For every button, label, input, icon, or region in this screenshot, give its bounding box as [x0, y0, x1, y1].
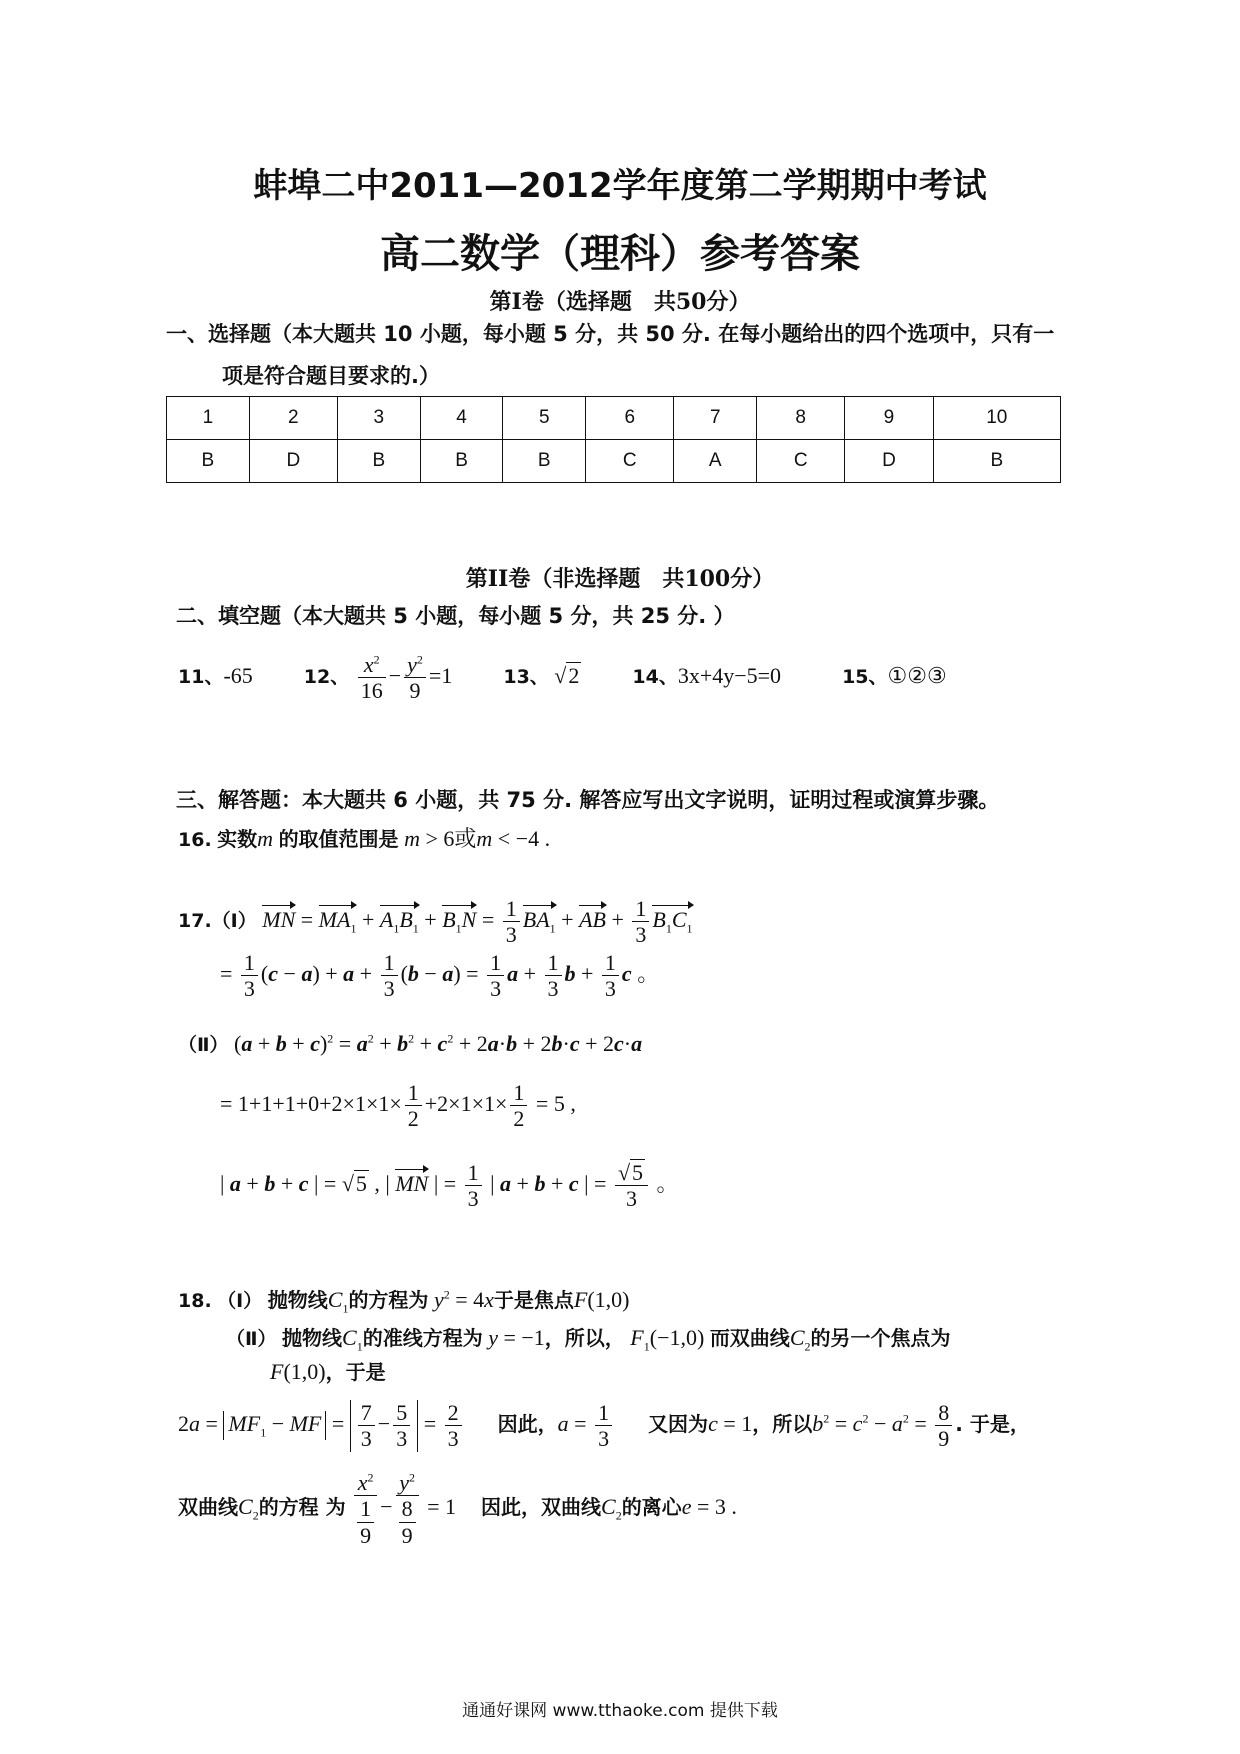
- question-number-cell: 1: [167, 397, 250, 440]
- answer-cell: C: [586, 440, 674, 483]
- q18-text: 抛物线: [282, 1326, 343, 1350]
- q11-label: 11、: [178, 665, 224, 688]
- q18-text: ，所以，: [544, 1326, 625, 1350]
- question-number-cell: 8: [757, 397, 845, 440]
- q13-answer: √2: [554, 662, 580, 688]
- part2-heading: 第II卷（非选择题 共100分）: [465, 566, 775, 592]
- fill-in-answers: [178, 652, 947, 704]
- q18-text: 的方程为: [348, 1288, 429, 1312]
- q18-text: 因此，双曲线: [481, 1495, 601, 1519]
- q17-line1: 17.（Ⅰ） MN = $MA_1 + A_1B_1 + B_1N$ = $\frac{1}{3}$ $BA_1$ + AB + $\frac{1}{3}$ $B_1C_1$: [178, 896, 693, 948]
- answer-cell: C: [757, 440, 845, 483]
- answer-cell: B: [337, 440, 420, 483]
- question-number-cell: 4: [420, 397, 503, 440]
- section1-line1: [166, 318, 1054, 348]
- q15-label: 15、: [842, 665, 888, 688]
- q18-text: 又因为: [648, 1411, 709, 1436]
- q18-text: 的方程 为: [258, 1495, 346, 1519]
- table-row-answers: [167, 440, 1061, 483]
- q16-text2: 的取值范围是: [278, 827, 399, 851]
- q18-text: 的离心: [621, 1495, 682, 1519]
- q17-line5: | a + b + c | = √5 , | MN | = $\frac{1}{3}$ | a + b + c | = $\frac{√5}{3}$ 。: [220, 1160, 679, 1212]
- question-number-cell: 10: [933, 397, 1060, 440]
- q18-text: 而双曲线: [709, 1326, 790, 1350]
- question-number-cell: 9: [845, 397, 933, 440]
- q18-part2: （Ⅱ）: [226, 1328, 277, 1350]
- q17-part1: （Ⅰ）: [211, 909, 257, 932]
- q11-answer: -65: [223, 662, 253, 688]
- q17-line3: （Ⅱ） $(a + b + c)^2 = a^2 + b^2 + c^2 + 2a\cdot b + 2b\cdot c + 2c\cdot a$: [178, 1031, 643, 1056]
- section2-title: 二、填空题（本大题共 5 小题，每小题 5 分，共 25 分. ）: [176, 604, 735, 628]
- q18-text: 抛物线: [267, 1288, 328, 1312]
- q18-line1: 18. （Ⅰ） 抛物线$C_1$的方程为 $y^2 = 4x$于是焦点F(1,0): [178, 1287, 630, 1316]
- question-number-cell: 7: [674, 397, 757, 440]
- q18-line3: F(1,0)，于是: [270, 1359, 386, 1384]
- question-number-cell: 2: [249, 397, 337, 440]
- q16-text1: 实数: [217, 827, 258, 851]
- q16: 16. 实数m 的取值范围是 m > 6或m < −4 .: [178, 826, 551, 851]
- q18-text: 因此，: [497, 1411, 558, 1436]
- q18-text: ，所以: [752, 1411, 813, 1436]
- q13-label: 13、: [503, 665, 549, 688]
- q18-text: ，于是: [325, 1360, 386, 1384]
- q18-label: 18.: [178, 1290, 212, 1312]
- answer-cell: B: [503, 440, 586, 483]
- part1-heading: 第Ⅰ卷（选择题 共50分）: [489, 289, 751, 315]
- q18-line5: 双曲线$C_2$的方程 为 $\frac{x^2}{\frac{1}{9}}$ − $\frac{y^2}{\frac{8}{9}}$ = 1 因此，双曲线$C_2$的离心e = 3 .: [178, 1470, 737, 1548]
- question-number-cell: 3: [337, 397, 420, 440]
- table-row-numbers: [167, 397, 1061, 440]
- q17-part2: （Ⅱ）: [178, 1034, 229, 1056]
- document-subtitle: 高二数学（理科）参考答案: [380, 231, 860, 277]
- q14-answer: 3x+4y−5=0: [677, 662, 782, 688]
- q17-line4: = 1+1+1+0+2×1×1× $\frac{1}{2}$ +2×1×1× $\frac{1}{2}$ = 5 ,: [220, 1080, 576, 1132]
- answer-table: [166, 396, 1061, 483]
- q18-line4: $2a = MF_1$ − MF = $\frac{7}{3}$ − $\frac{5}{3}$ = $\frac{2}{3}$ 因此，a = $\frac{1}{3}$ 又因为c = 1，所以$b^2 = c^2 - a^2$ = $\frac{8}{9}$ . 于是，: [178, 1400, 1030, 1452]
- q18-part1: （Ⅰ）: [217, 1290, 263, 1312]
- q12-answer: $\frac{x^2}{16}$ − $\frac{y^2}{9}$ =1: [355, 663, 458, 688]
- answer-cell: B: [420, 440, 503, 483]
- q14-label: 14、: [632, 665, 678, 688]
- question-number-cell: 5: [503, 397, 586, 440]
- q17-line2: = $\frac{1}{3}$ (c − a) + a + $\frac{1}{3}$ (b − a) = $\frac{1}{3}$ a + $\frac{1}{3}$ b + $\frac{1}{3}$ c 。: [220, 950, 660, 1002]
- section1-title: 一、选择题: [166, 322, 271, 346]
- section1-note-1: （本大题共 10 小题，每小题 5 分，共 50 分. 在每小题给出的四个选项中，只有一: [271, 322, 1055, 346]
- answer-cell: A: [674, 440, 757, 483]
- q12-label: 12、: [303, 665, 350, 688]
- q16-or: 或: [454, 826, 477, 851]
- q18-text: 于是焦点: [493, 1288, 574, 1312]
- q16-label: 16.: [178, 829, 212, 851]
- q18-text: 的另一个焦点为: [810, 1326, 951, 1350]
- answer-cell: D: [845, 440, 933, 483]
- q17-label: 17.: [178, 909, 212, 932]
- answer-cell: D: [249, 440, 337, 483]
- q18-line2: （Ⅱ） 抛物线$C_1$的准线方程为 y = −1，所以， $F_1(-1,0)$ 而双曲线$C_2$的另一个焦点为: [226, 1325, 951, 1354]
- answer-cell: B: [167, 440, 250, 483]
- q15-answer: ①②③: [887, 662, 947, 688]
- footer-source: 通通好课网 www.tthaoke.com 提供下载: [462, 1701, 778, 1721]
- question-number-cell: 6: [586, 397, 674, 440]
- section1-note-2: 项是符合题目要求的.）: [222, 364, 440, 388]
- q18-text: 双曲线: [178, 1495, 238, 1519]
- answer-cell: B: [933, 440, 1060, 483]
- document-title: 蚌埠二中2011—2012学年度第二学期期中考试: [253, 166, 987, 206]
- section3-title: 三、解答题：本大题共 6 小题，共 75 分. 解答应写出文字说明，证明过程或演算步骤。: [176, 788, 1000, 812]
- q18-text: 的准线方程为: [362, 1326, 483, 1350]
- q18-text: . 于是，: [955, 1411, 1030, 1436]
